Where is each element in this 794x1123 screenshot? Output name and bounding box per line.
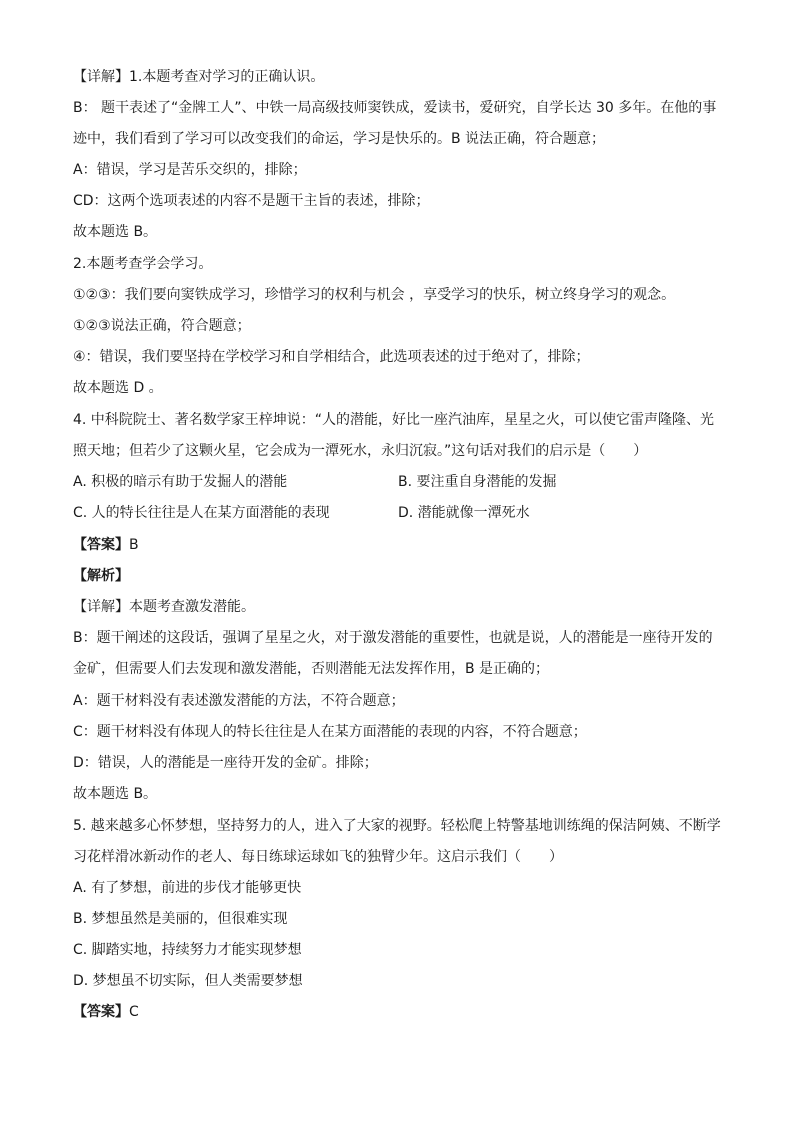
option-d: D. 潜能就像一潭死水 (398, 505, 530, 521)
answer-value: B (129, 537, 139, 553)
text-line: 金矿，但需要人们去发现和激发潜能，否则潜能无法发挥作用，B 是正确的； (73, 661, 550, 677)
text-line: 故本题选 D 。 (73, 380, 163, 396)
option-a: A. 积极的暗示有助于发掘人的潜能 (73, 474, 288, 490)
text-line: 【详解】本题考查激发潜能。 (73, 599, 255, 615)
analysis-tag: 【解析】 (73, 568, 129, 584)
text-line: 2.本题考查学会学习。 (73, 256, 213, 272)
question-5-stem: 习花样滑冰新动作的老人、每日练球运球如飞的独臂少年。这启示我们（ ） (73, 849, 563, 865)
option-d: D. 梦想虽不切实际，但人类需要梦想 (73, 973, 303, 989)
text-line: ④：错误，我们要坚持在学校学习和自学相结合，此选项表述的过于绝对了，排除； (73, 349, 590, 365)
text-line: A：题干材料没有表述激发潜能的方法，不符合题意； (73, 693, 405, 709)
text-line: 故本题选 B。 (73, 224, 158, 240)
text-line: 故本题选 B。 (73, 786, 158, 802)
text-line: B： 题干表述了“金牌工人”、中铁一局高级技师窦铁成，爱读书，爱研究，自学长达 30 多年。在他的事 (73, 100, 717, 116)
question-4-stem: 照天地；但若少了这颗火星，它会成为一潭死水，永归沉寂。”这句话对我们的启示是（ ） (73, 443, 648, 459)
text-line: C：题干材料没有体现人的特长往往是人在某方面潜能的表现的内容，不符合题意； (73, 724, 587, 740)
answer-line (73, 535, 139, 555)
question-4-stem: 4. 中科院院士、著名数学家王梓坤说：“人的潜能，好比一座汽油库，星星之火，可以使它雷声隆隆、光 (73, 412, 715, 428)
option-c: C. 脚踏实地，持续努力才能实现梦想 (73, 942, 302, 958)
option-a: A. 有了梦想，前进的步伐才能够更快 (73, 880, 302, 896)
text-line: B：题干阐述的这段话，强调了星星之火，对于激发潜能的重要性，也就是说，人的潜能是一座待开发的 (73, 630, 713, 646)
option-c: C. 人的特长往往是人在某方面潜能的表现 (73, 505, 330, 521)
text-line: CD：这两个选项表述的内容不是题干主旨的表述，排除； (73, 193, 430, 209)
text-line: D：错误，人的潜能是一座待开发的金矿。排除； (73, 755, 378, 771)
text-line: ①②③说法正确，符合题意； (73, 318, 251, 334)
answer-tag: 【答案】 (73, 1004, 129, 1020)
option-b: B. 梦想虽然是美丽的，但很难实现 (73, 911, 288, 927)
text-line: 迹中，我们看到了学习可以改变我们的命运，学习是快乐的。B 说法正确，符合题意； (73, 131, 606, 147)
answer-line (73, 1002, 139, 1022)
answer-value: C (129, 1004, 139, 1020)
answer-tag: 【答案】 (73, 537, 129, 553)
option-b: B. 要注重自身潜能的发掘 (398, 474, 557, 490)
text-line: 【详解】1.本题考查对学习的正确认识。 (73, 69, 325, 85)
text-line: A：错误，学习是苦乐交织的，排除； (73, 162, 307, 178)
text-line: ①②③：我们要向窦铁成学习，珍惜学习的权利与机会 ，享受学习的快乐，树立终身学习的观念。 (73, 287, 676, 303)
question-5-stem: 5. 越来越多心怀梦想，坚持努力的人，进入了大家的视野。轻松爬上特警基地训练绳的保洁阿姨、不断学 (73, 818, 721, 834)
